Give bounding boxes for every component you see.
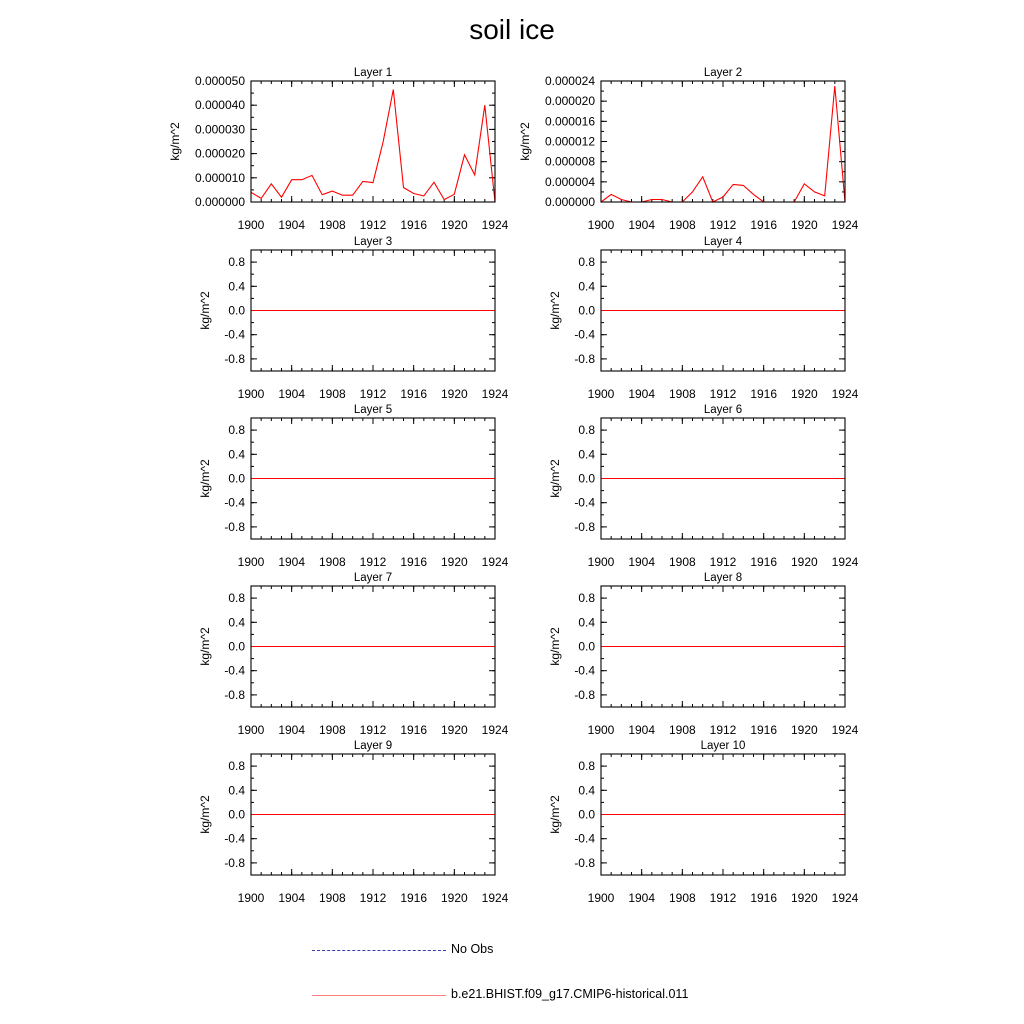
x-tick-label: 1916: [400, 218, 428, 232]
y-tick-label: -0.4: [224, 663, 245, 678]
x-tick-label: 1904: [278, 218, 306, 232]
x-tick-label: 1900: [587, 891, 615, 905]
y-tick-label: 0.4: [228, 783, 245, 798]
y-tick-label: -0.8: [574, 351, 595, 366]
panel-title: Layer 7: [353, 572, 393, 584]
y-axis-label: kg/m^2: [198, 291, 212, 330]
x-tick-label: 1904: [628, 723, 656, 737]
y-tick-label: 0.000020: [544, 94, 595, 109]
x-tick-label: 1912: [709, 218, 737, 232]
y-tick-label: -0.4: [574, 327, 595, 342]
panel-title: Layer 2: [703, 67, 743, 79]
y-tick-label: 0.4: [228, 447, 245, 462]
y-tick-label: 0.4: [578, 279, 595, 294]
y-tick-label: 0.0: [228, 303, 245, 318]
x-tick-label: 1916: [400, 891, 428, 905]
x-tick-label: 1924: [481, 387, 509, 401]
panel-9: [198, 740, 509, 905]
y-axis-label: kg/m^2: [548, 291, 562, 330]
panel-title: Layer 6: [703, 404, 743, 416]
x-tick-label: 1900: [237, 218, 265, 232]
y-axis-label: kg/m^2: [198, 795, 212, 834]
x-tick-label: 1908: [318, 723, 346, 737]
x-tick-label: 1916: [400, 387, 428, 401]
y-tick-label: 0.000008: [544, 154, 595, 169]
y-axis-label: kg/m^2: [198, 459, 212, 498]
x-tick-label: 1924: [831, 218, 859, 232]
x-tick-label: 1908: [318, 218, 346, 232]
x-tick-label: 1900: [587, 387, 615, 401]
x-tick-label: 1924: [481, 723, 509, 737]
x-tick-label: 1920: [440, 387, 468, 401]
y-tick-label: 0.8: [578, 423, 595, 438]
x-tick-label: 1912: [359, 891, 387, 905]
y-axis-label: kg/m^2: [548, 627, 562, 666]
x-tick-label: 1912: [709, 891, 737, 905]
y-tick-label: 0.0: [578, 807, 595, 822]
y-tick-label: 0.000000: [544, 195, 595, 209]
x-tick-label: 1920: [440, 723, 468, 737]
y-tick-label: 0.0: [578, 471, 595, 486]
y-tick-label: -0.8: [574, 687, 595, 702]
x-tick-label: 1908: [668, 555, 696, 569]
y-tick-label: 0.0: [578, 639, 595, 654]
panel-1: [168, 67, 509, 232]
x-tick-label: 1900: [237, 387, 265, 401]
y-tick-label: 0.000000: [194, 195, 245, 209]
legend: [0, 930, 1024, 1020]
y-tick-label: -0.4: [574, 831, 595, 846]
x-tick-label: 1900: [237, 723, 265, 737]
y-tick-label: 0.8: [228, 759, 245, 774]
y-tick-label: 0.8: [228, 423, 245, 438]
legend-line-no-obs: [312, 950, 446, 951]
y-tick-label: -0.4: [224, 495, 245, 510]
x-tick-label: 1920: [790, 218, 818, 232]
x-tick-label: 1924: [481, 555, 509, 569]
x-tick-label: 1912: [359, 387, 387, 401]
panel-title: Layer 4: [703, 236, 743, 248]
y-tick-label: 0.4: [578, 447, 595, 462]
y-tick-label: 0.0: [578, 303, 595, 318]
y-tick-label: -0.8: [224, 351, 245, 366]
y-tick-label: -0.4: [574, 663, 595, 678]
panel-title: Layer 3: [353, 236, 393, 248]
y-tick-label: 0.000030: [194, 122, 245, 137]
x-tick-label: 1916: [400, 723, 428, 737]
x-tick-label: 1924: [831, 555, 859, 569]
panel-7: [198, 572, 509, 737]
y-axis-label: kg/m^2: [548, 459, 562, 498]
x-tick-label: 1912: [359, 555, 387, 569]
x-tick-label: 1916: [400, 555, 428, 569]
x-tick-label: 1904: [628, 891, 656, 905]
x-tick-label: 1920: [790, 723, 818, 737]
y-tick-label: 0.8: [578, 591, 595, 606]
x-tick-label: 1904: [278, 387, 306, 401]
panel-frame: [251, 81, 495, 202]
x-tick-label: 1920: [440, 891, 468, 905]
x-tick-label: 1924: [831, 723, 859, 737]
legend-label-model: b.e21.BHIST.f09_g17.CMIP6-historical.011: [451, 987, 689, 1001]
x-tick-label: 1900: [587, 218, 615, 232]
x-tick-label: 1900: [587, 555, 615, 569]
x-tick-label: 1900: [237, 891, 265, 905]
x-tick-label: 1920: [790, 555, 818, 569]
panel-6: [548, 404, 859, 569]
y-tick-label: 0.8: [578, 255, 595, 270]
x-tick-label: 1900: [237, 555, 265, 569]
panel-10: [548, 740, 859, 905]
series-line-1: [601, 86, 845, 202]
y-axis-label: kg/m^2: [198, 627, 212, 666]
y-axis-label: kg/m^2: [548, 795, 562, 834]
y-tick-label: 0.0: [228, 807, 245, 822]
panel-title: Layer 5: [353, 404, 393, 416]
x-tick-label: 1924: [831, 891, 859, 905]
x-tick-label: 1912: [359, 723, 387, 737]
y-tick-label: 0.000016: [544, 114, 595, 129]
x-tick-label: 1924: [481, 891, 509, 905]
panel-frame: [601, 81, 845, 202]
x-tick-label: 1912: [709, 723, 737, 737]
y-tick-label: 0.4: [228, 615, 245, 630]
x-tick-label: 1904: [278, 723, 306, 737]
x-tick-label: 1904: [628, 555, 656, 569]
x-tick-label: 1908: [318, 891, 346, 905]
y-tick-label: 0.000020: [194, 146, 245, 161]
y-tick-label: 0.000050: [194, 74, 245, 88]
y-tick-label: -0.8: [224, 519, 245, 534]
y-tick-label: 0.000010: [194, 170, 245, 185]
legend-label-no-obs: No Obs: [451, 942, 494, 956]
panel-4: [548, 236, 859, 401]
x-tick-label: 1924: [831, 387, 859, 401]
x-tick-label: 1912: [709, 387, 737, 401]
panel-2: [518, 67, 859, 232]
y-tick-label: 0.000040: [194, 98, 245, 113]
y-tick-label: -0.8: [574, 519, 595, 534]
x-tick-label: 1904: [628, 218, 656, 232]
y-axis-label: kg/m^2: [168, 122, 182, 161]
panel-8: [548, 572, 859, 737]
x-tick-label: 1924: [481, 218, 509, 232]
x-tick-label: 1900: [587, 723, 615, 737]
panel-title: Layer 10: [700, 740, 746, 752]
x-tick-label: 1908: [318, 387, 346, 401]
x-tick-label: 1912: [359, 218, 387, 232]
y-tick-label: 0.4: [578, 783, 595, 798]
x-tick-label: 1916: [750, 891, 778, 905]
y-tick-label: -0.4: [224, 327, 245, 342]
x-tick-label: 1908: [668, 387, 696, 401]
x-tick-label: 1916: [750, 387, 778, 401]
x-tick-label: 1908: [318, 555, 346, 569]
panel-title: Layer 1: [353, 67, 393, 79]
x-tick-label: 1908: [668, 891, 696, 905]
y-tick-label: 0.000012: [544, 134, 595, 149]
panel-title: Layer 9: [353, 740, 393, 752]
x-tick-label: 1916: [750, 218, 778, 232]
y-tick-label: 0.0: [228, 471, 245, 486]
y-tick-label: -0.8: [224, 687, 245, 702]
y-tick-label: 0.8: [228, 591, 245, 606]
x-tick-label: 1904: [278, 891, 306, 905]
panel-title: Layer 8: [703, 572, 743, 584]
x-tick-label: 1908: [668, 723, 696, 737]
legend-line-model: [312, 995, 446, 996]
y-tick-label: 0.4: [578, 615, 595, 630]
y-tick-label: 0.4: [228, 279, 245, 294]
x-tick-label: 1920: [790, 387, 818, 401]
y-tick-label: 0.000024: [544, 74, 595, 88]
x-tick-label: 1920: [440, 555, 468, 569]
x-tick-label: 1916: [750, 723, 778, 737]
y-tick-label: 0.0: [228, 639, 245, 654]
y-axis-label: kg/m^2: [518, 122, 532, 161]
y-tick-label: -0.4: [224, 831, 245, 846]
y-tick-label: 0.8: [578, 759, 595, 774]
panel-5: [198, 404, 509, 569]
x-tick-label: 1920: [790, 891, 818, 905]
panel-3: [198, 236, 509, 401]
x-tick-label: 1912: [709, 555, 737, 569]
x-tick-label: 1916: [750, 555, 778, 569]
x-tick-label: 1920: [440, 218, 468, 232]
y-tick-label: 0.000004: [544, 174, 595, 189]
series-line-1: [251, 90, 495, 203]
y-tick-label: -0.8: [574, 855, 595, 870]
x-tick-label: 1904: [278, 555, 306, 569]
y-tick-label: -0.8: [224, 855, 245, 870]
x-tick-label: 1908: [668, 218, 696, 232]
figure-title: soil ice: [469, 14, 555, 45]
y-tick-label: -0.4: [574, 495, 595, 510]
y-tick-label: 0.8: [228, 255, 245, 270]
x-tick-label: 1904: [628, 387, 656, 401]
